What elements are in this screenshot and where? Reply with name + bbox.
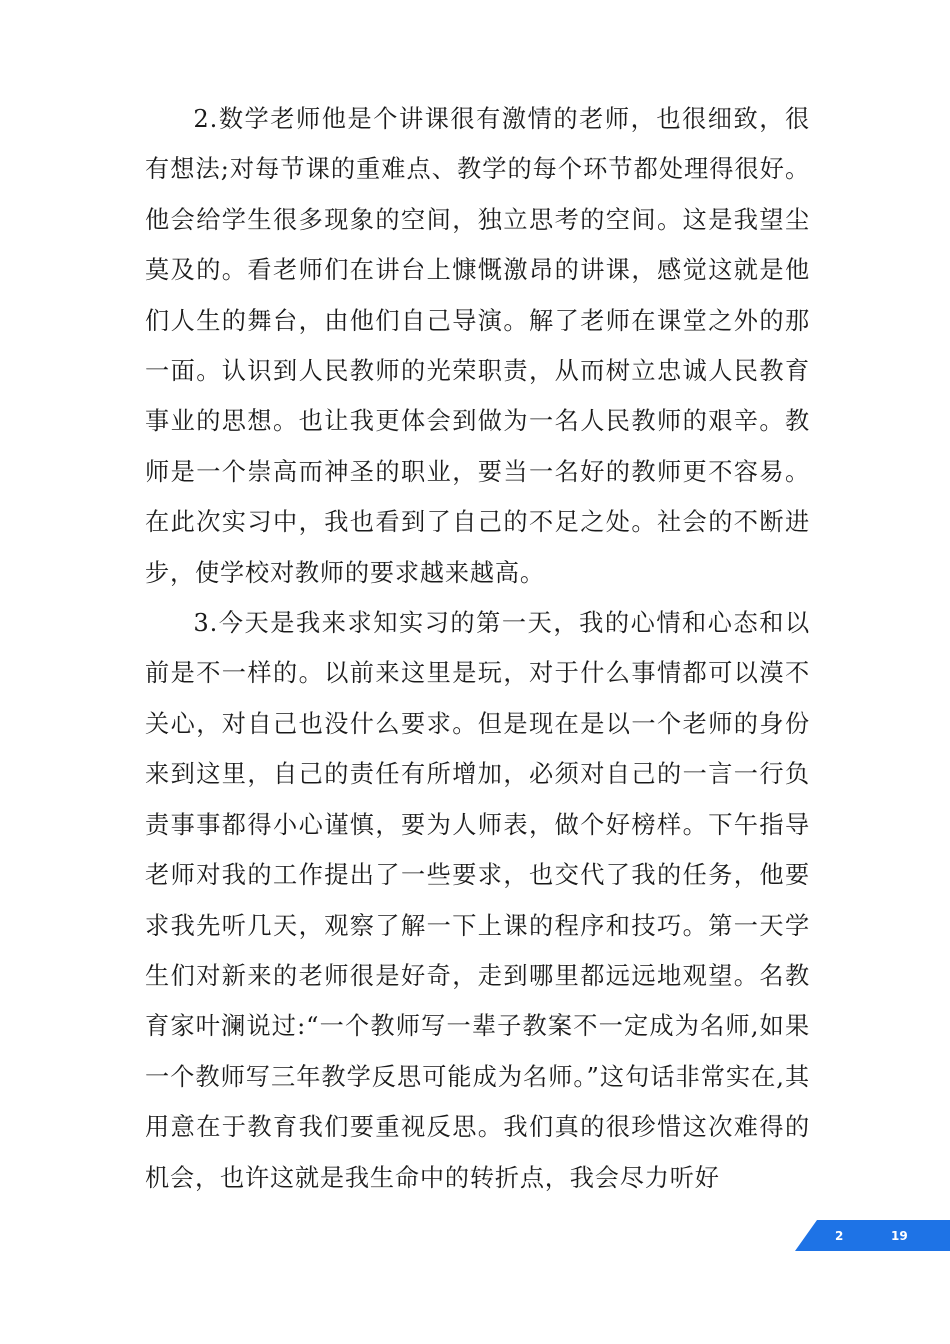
page-number-band bbox=[795, 1220, 950, 1251]
current-page-number: 2 bbox=[835, 1229, 844, 1243]
total-pages-number: 19 bbox=[891, 1229, 908, 1243]
document-body bbox=[145, 94, 810, 1203]
paragraph-3: 3.今天是我来求知实习的第一天，我的心情和心态和以前是不一样的。以前来这里是玩，对于什么事情都可以漠不关心，对自己也没什么要求。但是现在是以一个老师的身份来到这里，自己的责任有所增加，必须对自己的一言一行负责事事都得小心谨慎，要为人师表，做个好榜样。下午指导老师对我的工作提出了一些要求，也交代了我的任务，他要求我先听几天，观察了解一下上课的程序和技巧。第一天学生们对新来的老师很是好奇，走到哪里都远远地观望。名教育家叶澜说过:“一个教师写一辈子教案不一定成为名师,如果一个教师写三年教学反思可能成为名师。”这句话非常实在,其用意在于教育我们要重视反思。我们真的很珍惜这次难得的机会，也许这就是我生命中的转折点，我会尽力听好 bbox=[145, 609, 810, 1192]
paragraph-2: 2.数学老师他是个讲课很有激情的老师，也很细致，很有想法;对每节课的重难点、教学的每个环节都处理得很好。他会给学生很多现象的空间，独立思考的空间。这是我望尘莫及的。看老师们在讲台上慷慨激昂的讲课，感觉这就是他们人生的舞台，由他们自己导演。解了老师在课堂之外的那一面。认识到人民教师的光荣职责，从而树立忠诚人民教育事业的思想。也让我更体会到做为一名人民教师的艰辛。教师是一个崇高而神圣的职业，要当一名好的教师更不容易。在此次实习中，我也看到了自己的不足之处。社会的不断进步，使学校对教师的要求越来越高。 bbox=[145, 105, 810, 587]
